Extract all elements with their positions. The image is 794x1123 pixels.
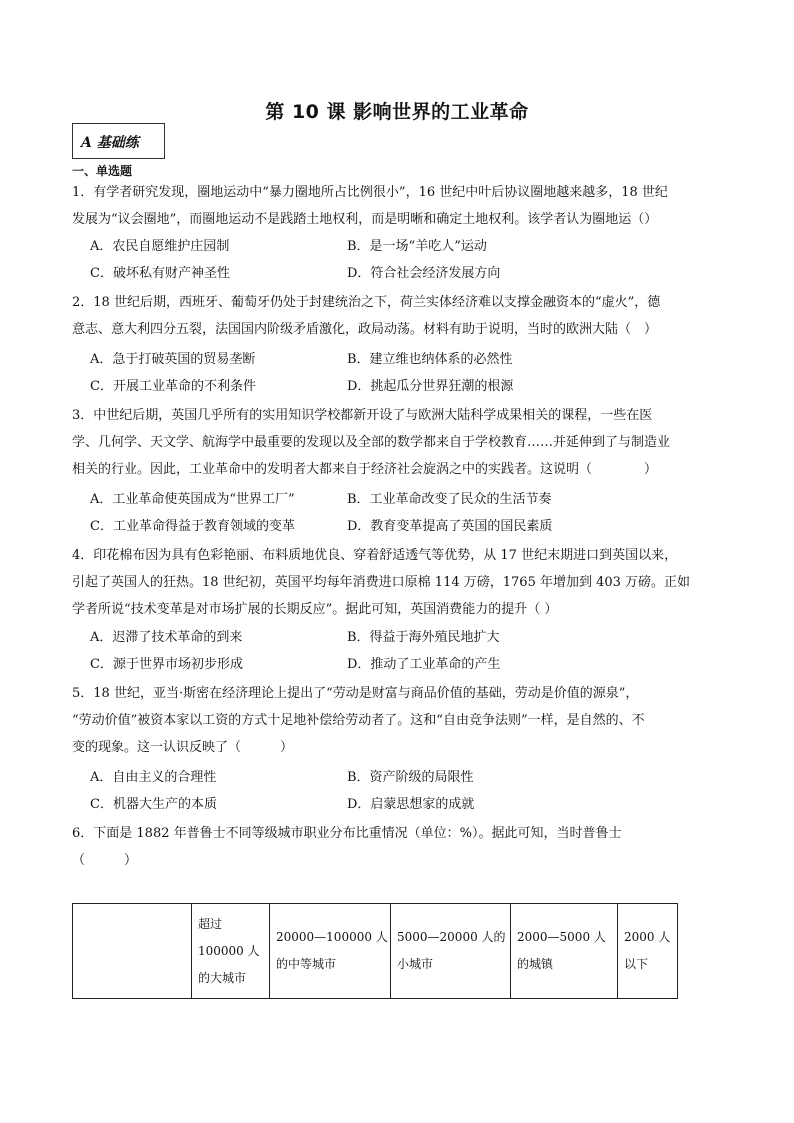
question-2-line-2: 意志、意大利四分五裂，法国国内阶级矛盾激化，政局动荡。材料有助于说明，当时的欧洲大陆（ ） [72, 322, 658, 337]
section-heading: 一、单选题 [72, 164, 133, 178]
question-3-option-c[interactable]: C．工业革命得益于教育领域的变革 [90, 519, 295, 534]
question-3-option-d[interactable]: D．教育变革提高了英国的国民素质 [347, 519, 553, 534]
question-5-option-b[interactable]: B．资产阶级的局限性 [347, 770, 474, 785]
table-header-cell: 20000—100000 人的中等城市 [270, 904, 391, 999]
table-header-cell: 2000 人以下 [618, 904, 678, 999]
question-4-line-1: 4．印花棉布因为具有色彩艳丽、布料质地优良、穿着舒适透气等优势，从 17 世纪末期进口到英国以来， [72, 548, 678, 563]
question-4-option-d[interactable]: D．推动了工业革命的产生 [347, 657, 501, 672]
question-2-option-c[interactable]: C．开展工业革命的不利条件 [90, 379, 256, 394]
question-3-option-b[interactable]: B．工业革命改变了民众的生活节奏 [347, 492, 552, 507]
question-5-line-1: 5．18 世纪，亚当·斯密在经济理论上提出了“劳动是财富与商品价值的基础，劳动是价值的源泉”， [72, 686, 639, 701]
table-header-row [73, 904, 678, 999]
question-1-option-b[interactable]: B．是一场“羊吃人”运动 [347, 239, 487, 254]
question-2-line-1: 2．18 世纪后期，西班牙、葡萄牙仍处于封建统治之下，荷兰实体经济难以支撑金融资本的“虚火”，德 [72, 295, 661, 310]
question-3-option-a[interactable]: A．工业革命使英国成为“世界工厂” [90, 492, 295, 507]
table-header-cell: 2000—5000 人的城镇 [511, 904, 618, 999]
question-5-option-a[interactable]: A．自由主义的合理性 [90, 770, 217, 785]
level-badge-label: A 基础练 [81, 135, 139, 151]
question-6-line-1: 6．下面是 1882 年普鲁士不同等级城市职业分布比重情况（单位：%）。据此可知，当时普鲁士 [72, 826, 622, 841]
question-5-option-d[interactable]: D．启蒙思想家的成就 [347, 797, 475, 812]
question-1-option-d[interactable]: D．符合社会经济发展方向 [347, 266, 501, 281]
table-header-cell: 5000—20000 人的小城市 [391, 904, 511, 999]
question-3-line-3: 相关的行业。因此，工业革命中的发明者大都来自于经济社会旋涡之中的实践者。这说明（ ） [72, 462, 658, 477]
question-1-option-c[interactable]: C．破坏私有财产神圣性 [90, 266, 230, 281]
page-title: 第 10 课 影响世界的工业革命 [265, 101, 529, 123]
table-header-cell [73, 904, 192, 999]
question-5-option-c[interactable]: C．机器大生产的本质 [90, 797, 217, 812]
question-2-option-b[interactable]: B．建立维也纳体系的必然性 [347, 352, 513, 367]
table-header-cell: 超过 100000 人的大城市 [192, 904, 270, 999]
city-distribution-table [72, 903, 678, 999]
question-4-option-a[interactable]: A．迟滞了技术革命的到来 [90, 630, 243, 645]
question-4-line-3: 学者所说“技术变革是对市场扩展的长期反应”。据此可知，英国消费能力的提升（ ） [72, 602, 558, 617]
question-4-line-2: 引起了英国人的狂热。18 世纪初，英国平均每年消费进口原棉 114 万磅，1765 年增加到 403 万磅。正如 [72, 575, 691, 590]
question-5-line-3: 变的现象。这一认识反映了（ ） [72, 740, 294, 755]
question-3-line-2: 学、几何学、天文学、航海学中最重要的发现以及全部的数学都来自于学校教育……并延伸到了与制造业 [72, 435, 671, 450]
question-5-line-2: “劳动价值”被资本家以工资的方式十足地补偿给劳动者了。这和“自由竞争法则”一样，是自然的、不 [72, 713, 645, 728]
question-1-line-2: 发展为“议会圈地”，而圈地运动不是践踏土地权利，而是明晰和确定土地权利。该学者认为圈地运（） [72, 212, 658, 227]
question-2-option-a[interactable]: A．急于打破英国的贸易垄断 [90, 352, 256, 367]
question-6-line-2: （ ） [72, 853, 138, 868]
question-4-option-b[interactable]: B．得益于海外殖民地扩大 [347, 630, 500, 645]
question-1-option-a[interactable]: A．农民自愿维护庄园制 [90, 239, 230, 254]
question-1-line-1: 1．有学者研究发现，圈地运动中“暴力圈地所占比例很小”，16 世纪中叶后协议圈地越来越多，18 世纪 [72, 185, 668, 200]
question-2-option-d[interactable]: D．挑起瓜分世界狂潮的根源 [347, 379, 514, 394]
level-badge [72, 123, 165, 159]
question-3-line-1: 3．中世纪后期，英国几乎所有的实用知识学校都新开设了与欧洲大陆科学成果相关的课程，一些在医 [72, 408, 653, 423]
question-4-option-c[interactable]: C．源于世界市场初步形成 [90, 657, 243, 672]
